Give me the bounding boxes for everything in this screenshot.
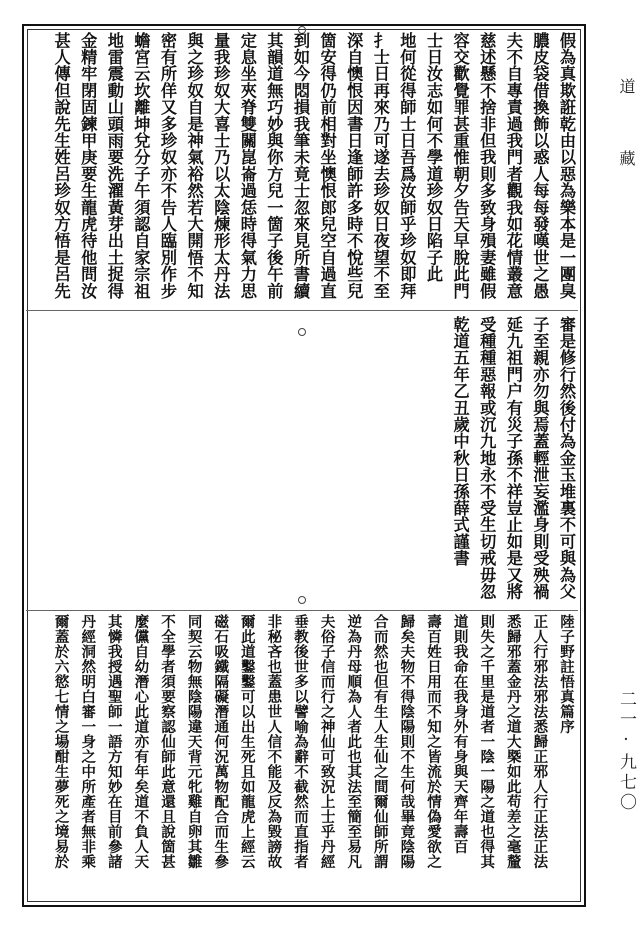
text-column: 審是修行然後付為金玉堆裏不可與為父 — [557, 316, 576, 600]
text-column: 陸子野註悟真篇序 — [558, 614, 575, 734]
text-panel-3 — [28, 614, 576, 900]
text-column: 密有所佯又多珍奴亦不告人臨別作步 — [158, 32, 177, 300]
text-column: 子至親亦勿與焉蓋輕泄妄濫身則受殃禍 — [530, 316, 550, 600]
margin-label-mid: 藏 — [617, 150, 636, 166]
text-column: 則失之千里是道者一陰一陽之道也得其 — [478, 614, 496, 869]
text-column: 合而然也但有生人生仙之間爾仙師所謂 — [371, 614, 389, 869]
margin-label-top: 道 — [617, 78, 636, 94]
text-column: 蟾宮云坎離坤兌分子午須認自家宗祖 — [131, 32, 151, 300]
text-column: 逆為丹母順為人者此也其法至簡至易凡 — [345, 614, 363, 869]
panel-divider-2 — [26, 610, 578, 611]
text-column: 其韻道無巧妙與你方兒一箇子後午前 — [264, 32, 284, 300]
text-column: 定息坐夾脊雙關崑崙過恁時得氣力思 — [237, 32, 257, 300]
text-column: 歸矣夫物不得陰陽則不生何哉畢竟陰陽 — [398, 614, 416, 869]
text-column: 箇安得仍前相對坐懊恨郎兒空自過直 — [317, 32, 337, 300]
text-column: 深自懊恨因書日逢師許多時不悅些兒 — [344, 32, 364, 300]
text-column: 非秘吝也蓋患世人信不能及反為毀謗故 — [265, 614, 283, 869]
page-number: 二一·九七〇 — [616, 690, 636, 813]
text-column: 甚人傳但說先生姓呂珍奴方悟是呂先 — [51, 32, 71, 300]
text-column: 士日汝志如何不學道珍奴日陷子此 — [424, 32, 443, 283]
text-column: 爾蓋於六慾七情之場酣生夢死之境易於 — [52, 614, 70, 869]
text-column: 夫俗子信而行之神仙可致況上士乎丹經 — [318, 614, 336, 869]
text-panel-1 — [28, 32, 576, 304]
text-column: 金精牢閉固鍊甲庚要生龍虎待他問汝 — [78, 32, 98, 300]
text-column: 爾此道鑿鑿可以出生死且如龍虎上經云 — [238, 614, 256, 869]
text-column: 夫不自專責過我門者觀我如花情叢意 — [503, 32, 523, 300]
panel-divider-1 — [26, 310, 578, 311]
text-column: 同契云物無陰陽違天背元牝雞自卵其雛 — [185, 614, 203, 869]
text-column: 受種種惡報或沉九地永不受生切戒毋忽 — [477, 316, 497, 600]
text-column: 扌士日再來乃可遂去珍奴日夜望不至 — [370, 32, 390, 300]
text-column: 麼儻自幼潛心此道亦有年矣道不負人天 — [132, 614, 150, 869]
text-column: 慈述懸不捨非但我則多致身殞妻雖假 — [477, 32, 497, 300]
text-column: 與之珍奴自是神氣裕然若大開悟不知 — [184, 32, 204, 300]
text-column: 悉歸邪蓋金丹之道大槩如此苟差之毫釐 — [504, 614, 522, 869]
text-column: 容交歡覺罪甚重惟朝夕告天早脫此門 — [450, 32, 470, 300]
text-column: 乾道五年乙丑歲中秋日孫薛式謹書 — [450, 316, 470, 567]
text-column: 不全學者須要察認仙師此意還且說箇甚 — [159, 614, 176, 869]
text-panel-2 — [28, 316, 576, 606]
text-column: 正人行邪法邪法悉歸正邪人行正法正法 — [531, 614, 549, 869]
text-column: 磁石吸鐵隔礙潛通何況萬物配合而生參 — [212, 614, 230, 869]
text-column: 地何從得師士日吾爲汝師乎珍奴即拜 — [397, 32, 417, 300]
text-column: 垂教後世多以譬喻為辭不截然而直指者 — [292, 614, 309, 869]
text-column: 膿皮袋借換飾以惑人每每發嘆世之愚 — [530, 32, 550, 300]
text-column: 丹經洞然明白審一身之中所產者無非乘 — [79, 614, 97, 869]
text-column: 其憐我授遇聖師一語方知妙在目前參諸 — [105, 614, 123, 869]
text-column: 道則我命在我身外有身與天齊年壽百 — [451, 614, 469, 854]
text-column: 地雷震動山頭雨要洗濯黃芽出土捉得 — [104, 32, 124, 300]
text-column: 假為真欺誑乾由以惡為樂本是一團臭 — [557, 32, 576, 300]
text-column: 量我珍奴大喜士乃以太陰煉形太丹法 — [211, 32, 231, 300]
text-column: 延九祖門户有災子孫不祥豈止如是又將 — [503, 316, 523, 600]
text-column: 到如今悶損我筆未竟士忽來見所書續 — [291, 32, 310, 300]
text-column: 壽百姓日用而不知之皆流於情偽愛欲之 — [425, 614, 442, 869]
